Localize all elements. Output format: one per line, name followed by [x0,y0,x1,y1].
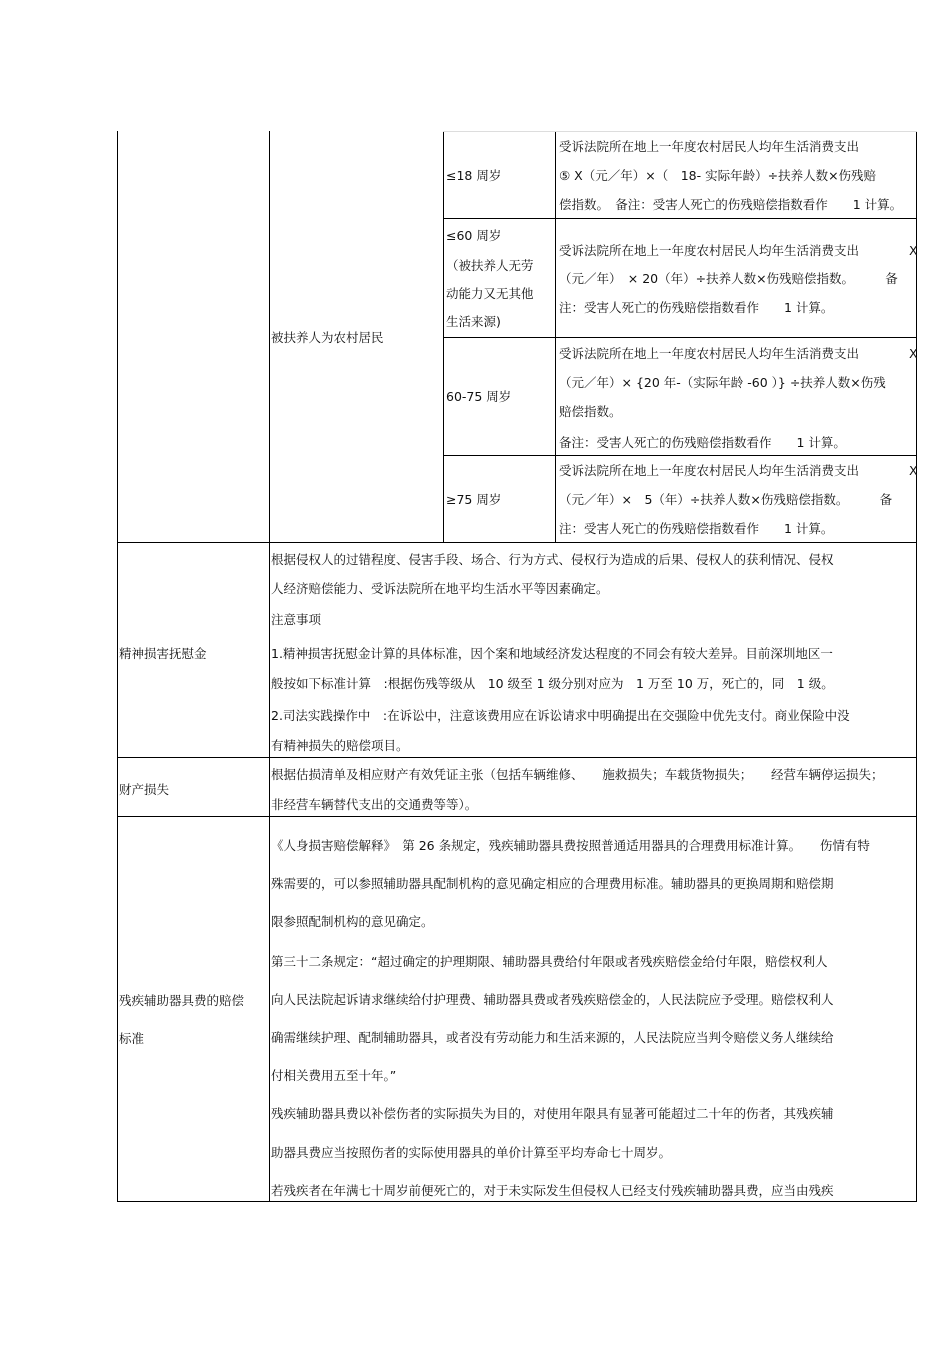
assistive-devices-label: 残疾辅助器具费的赔偿 [119,993,245,1008]
row-divider [117,542,917,543]
formula-line: （元／年）× {20 年-（实际年龄 -60 ）} ÷扶养人数×伤残 [559,375,886,390]
table-border-bottom [117,1201,917,1202]
row-divider [117,816,917,817]
row-divider [443,455,917,456]
mental-damage-line: 1.精神损害抚慰金计算的具体标准，因个案和地域经济发达程度的不同会有较大差异。目前深圳地区一 [271,646,833,661]
assistive-devices-line: 限参照配制机构的意见确定。 [271,914,434,929]
age-label: 60-75 周岁 [446,389,512,404]
mental-damage-line: 根据侵权人的过错程度、侵害手段、场合、行为方式、侵权行为造成的后果、侵权人的获利情况、侵权 [271,552,834,567]
formula-line: 注：受害人死亡的伤残赔偿指数看作 1 计算。 [559,300,834,315]
property-loss-label: 财产损失 [119,782,170,797]
mental-damage-label: 精神损害抚慰金 [119,646,207,661]
mental-damage-line: 注意事项 [271,612,322,627]
assistive-devices-line: 残疾辅助器具费以补偿伤者的实际损失为目的，对使用年限具有显著可能超过二十年的伤者，其残疾辅 [271,1106,834,1121]
assistive-devices-line: 殊需要的，可以参照辅助器具配制机构的意见确定相应的合理费用标准。辅助器具的更换周期和赔偿期 [271,876,834,891]
mental-damage-line: 般按如下标准计算 :根据伤残等级从 10 级至 1 级分别对应为 1 万至 10 万，死亡的，同 1 级。 [271,676,834,691]
assistive-devices-line: 向人民法院起诉请求继续给付护理费、辅助器具费或者残疾赔偿金的，人民法院应予受理。赔偿权利人 [271,992,834,1007]
assistive-devices-line: 第三十二条规定：“超过确定的护理期限、辅助器具费给付年限或者残疾赔偿金给付年限，赔偿权利人 [271,954,828,969]
mental-damage-line: 2.司法实践操作中 :在诉讼中，注意该费用应在诉讼请求中明确提出在交强险中优先支付。商业保险中没 [271,708,850,723]
assistive-devices-line: 确需继续护理、配制辅助器具，或者没有劳动能力和生活来源的，人民法院应当判令赔偿义务人继续给 [271,1030,834,1045]
assistive-devices-line: 付相关费用五至十年。” [271,1068,397,1083]
age-label: （被扶养人无劳 [446,258,534,273]
age-label: ≥75 周岁 [446,492,502,507]
row-divider [117,757,917,758]
formula-line: （元／年）× 5（年）÷扶养人数×伤残赔偿指数。 备 [559,492,893,507]
formula-line: （元／年） × 20（年）÷扶养人数×伤残赔偿指数。 备 [559,271,898,286]
formula-line: 注：受害人死亡的伤残赔偿指数看作 1 计算。 [559,521,834,536]
formula-line: 受诉法院所在地上一年度农村居民人均年生活消费支出 X [559,243,918,258]
rural-dependent-label: 被扶养人为农村居民 [271,330,384,345]
mental-damage-line: 有精神损失的赔偿项目。 [271,738,409,753]
assistive-devices-line: 助器具费应当按照伤者的实际使用器具的单价计算至平均寿命七十周岁。 [271,1145,672,1160]
assistive-devices-label: 标准 [119,1031,145,1046]
age-label: 动能力又无其他 [446,286,534,301]
assistive-devices-line: 《人身损害赔偿解释》 第 26 条规定，残疾辅助器具费按照普通适用器具的合理费用标准计算。 伤情有特 [271,838,870,853]
table-border-left [117,131,118,1202]
table-border-right [916,131,917,1202]
property-loss-line: 根据估损清单及相应财产有效凭证主张（包括车辆维修、 施救损失；车载货物损失； 经营车辆停运损失； [271,767,884,782]
formula-line: 受诉法院所在地上一年度农村居民人均年生活消费支出 X [559,463,918,478]
formula-line: 备注：受害人死亡的伤残赔偿指数看作 1 计算。 [559,435,846,450]
mental-damage-line: 人经济赔偿能力、受诉法院所在地平均生活水平等因素确定。 [271,581,609,596]
row-divider [443,218,917,219]
age-label: ≤18 周岁 [446,168,502,183]
column-divider [269,131,270,1202]
formula-line: 受诉法院所在地上一年度农村居民人均年生活消费支出 [559,139,860,154]
formula-line: 偿指数。 备注：受害人死亡的伤残赔偿指数看作 1 计算。 [559,197,903,212]
age-label: 生活来源) [446,314,501,329]
formula-line: 赔偿指数。 [559,404,622,419]
formula-line: ⑤ X（元／年）×（ 18- 实际年龄）÷扶养人数×伤残赔 [559,168,877,183]
age-label: ≤60 周岁 [446,228,502,243]
property-loss-line: 非经营车辆替代支出的交通费等等）。 [271,797,478,812]
table-border-top [443,131,917,132]
formula-line: 受诉法院所在地上一年度农村居民人均年生活消费支出 X [559,346,918,361]
row-divider [443,337,917,338]
assistive-devices-line: 若残疾者在年满七十周岁前便死亡的，对于未实际发生但侵权人已经支付残疾辅助器具费，应当由残疾 [271,1183,834,1198]
